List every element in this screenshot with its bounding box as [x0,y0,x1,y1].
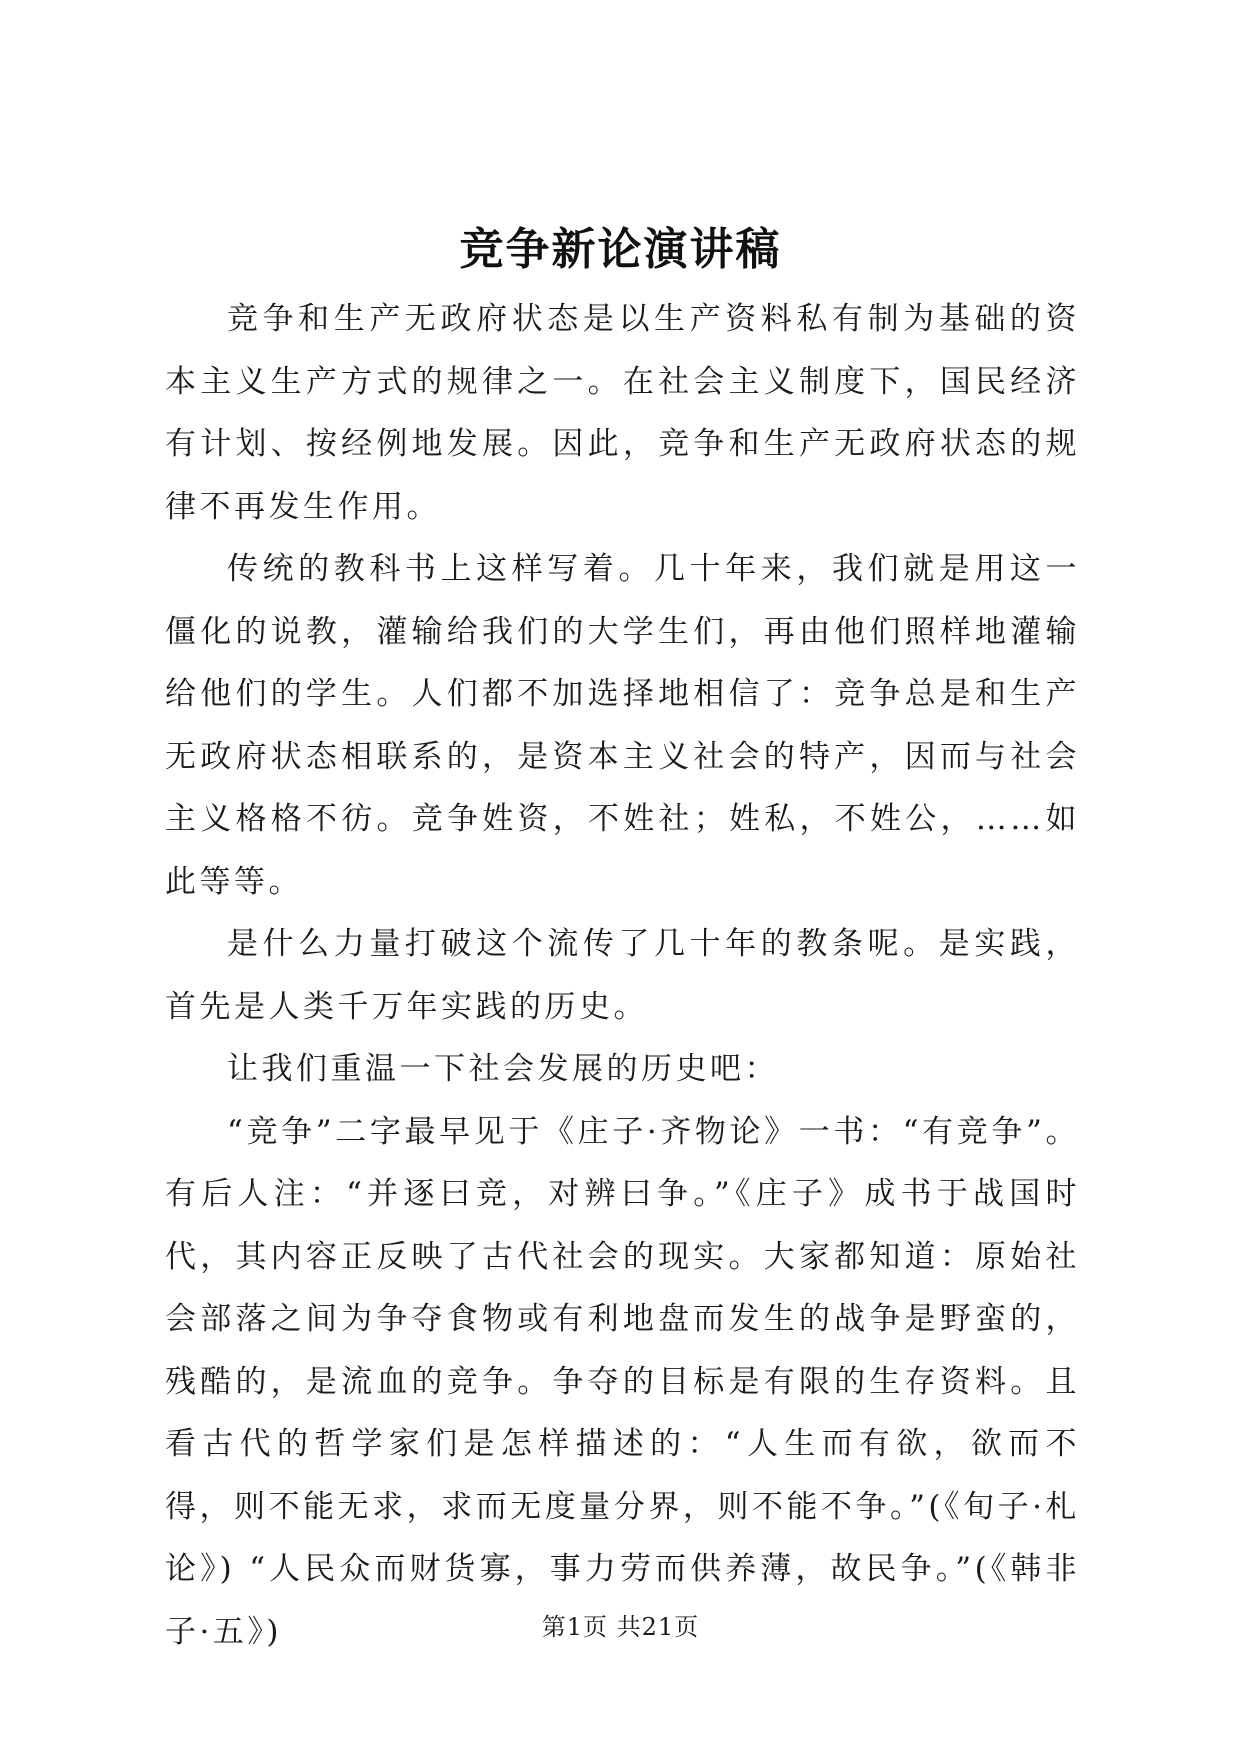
paragraph-4: 让我们重温一下社会发展的历史吧： [227,1051,779,1087]
document-title: 竞争新论演讲稿 [459,224,782,275]
paragraph-3: 是什么力量打破这个流传了几十年的教条呢。是实践，首先是人类千万年实践的历史。 [165,926,1080,1025]
page-number-footer: 第1页 共21页 [541,1613,700,1641]
document-body [165,288,1080,1663]
paragraph-1: 竞争和生产无政府状态是以生产资料私有制为基础的资本主义生产方式的规律之一。在社会主义制度下，国民经济有计划、按经例地发展。因此，竞争和生产无政府状态的规律不再发生作用。 [165,301,1080,525]
paragraph-2: 传统的教科书上这样写着。几十年来，我们就是用这一僵化的说教，灌输给我们的大学生们，再由他们照样地灌输给他们的学生。人们都不加选择地相信了：竞争总是和生产无政府状态相联系的，是资本主义社会的特产，因而与社会主义格格不彷。竞争姓资，不姓社；姓私，不姓公，……如此等等。 [165,551,1080,900]
paragraph-5: “竞争”二字最早见于《庄子·齐物论》一书：“有竞争”。有后人注：“并逐曰竞，对辨曰争。”《庄子》成书于战国时代，其内容正反映了古代社会的现实。大家都知道：原始社会部落之间为争夺食物或有利地盘而发生的战争是野蛮的，残酷的，是流血的竞争。争夺的目标是有限的生存资料。且看古代的哲学家们是怎样描述的：“人生而有欲，欲而不得，则不能无求，求而无度量分界，则不能不争。”(《旬子·札论》) “人民众而财货寡，事力劳而供养薄，故民争。”(《韩非子·五》) [165,1113,1080,1650]
